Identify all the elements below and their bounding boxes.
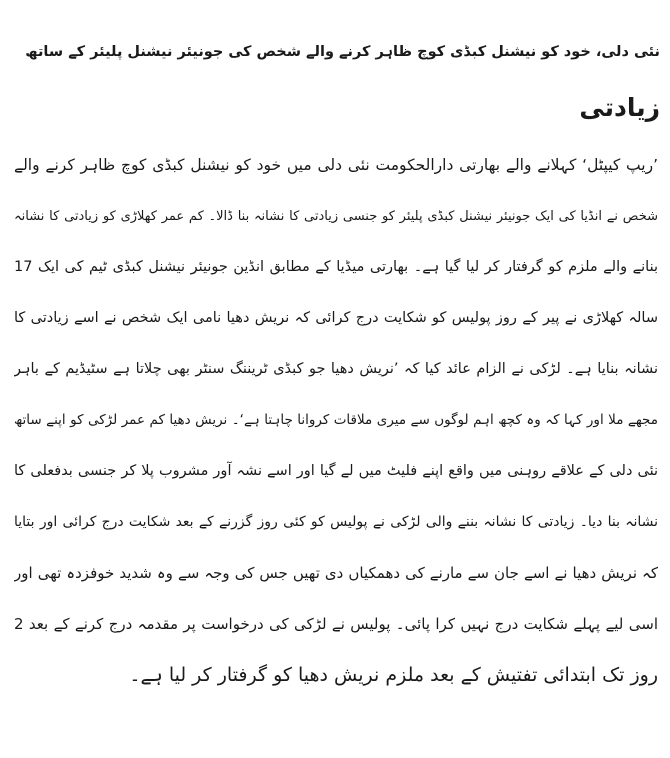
body-line: اسی لیے پہلے شکایت درج نہیں کرا پائی۔ پولیس نے لڑکی کی درخواست پر مقدمہ درج کرنے کے بعد 2	[14, 615, 658, 633]
headline-line: نئی دلی، خود کو نیشنل کبڈی کوچ ظاہر کرنے والے شخص کی جونیئر نیشنل پلیئر کے ساتھ	[25, 44, 660, 60]
article-headline	[14, 24, 660, 136]
body-line: سالہ کھلاڑی نے پیر کے روز پولیس کو شکایت درج کرائی کہ نریش دھیا نامی ایک شخص نے اسے زیادتی کا	[14, 310, 658, 326]
body-line: بنانے والے ملزم کو گرفتار کر لیا گیا ہے۔ بھارتی میڈیا کے مطابق انڈین جونیئر نیشنل کبڈی ٹیم کی ایک 17	[14, 259, 658, 275]
body-line: شخص نے انڈیا کی ایک جونیئر نیشنل کبڈی پلیئر کو جنسی زیادتی کا نشانہ بنا ڈالا۔ کم عمر کھلاڑی کو زیادتی کا نشانہ	[14, 209, 658, 224]
body-line: مجھے ملا اور کہا کہ وہ کچھ اہم لوگوں سے میری ملاقات کروانا چاہتا ہے‘۔ نریش دھیا کم عمر لڑکی کو اپنے ساتھ	[14, 412, 658, 428]
body-line: نشانہ بنا دیا۔ زیادتی کا نشانہ بننے والی لڑکی نے پولیس کو کئی روز گزرنے کے بعد شکایت درج کرائی اور بتایا	[14, 514, 658, 530]
body-line: کہ نریش دھیا نے اسے جان سے مارنے کی دھمکیاں دی تھیں جس کی وجہ سے وہ شدید خوفزدہ تھی اور	[14, 564, 658, 582]
body-line: نشانہ بنایا ہے۔ لڑکی نے الزام عائد کیا کہ ’نریش دھیا جو کبڈی ٹریننگ سنٹر بھی چلاتا ہے سٹیڈیم کے باہر	[14, 361, 658, 377]
article-body	[14, 140, 658, 701]
headline-line: زیادتی	[579, 93, 660, 122]
body-line: نئی دلی کے علاقے روہنی میں واقع اپنے فلیٹ میں لے گیا اور اسے نشہ آور مشروب پلا کر جنسی بدفعلی کا	[14, 463, 658, 479]
body-line: ’ریپ کیپٹل‘ کہلانے والے بھارتی دارالحکومت نئی دلی میں خود کو نیشنل کبڈی کوچ ظاہر کرنے والے	[14, 156, 658, 174]
body-line: روز تک ابتدائی تفتیش کے بعد ملزم نریش دھیا کو گرفتار کر لیا ہے۔	[129, 664, 658, 686]
